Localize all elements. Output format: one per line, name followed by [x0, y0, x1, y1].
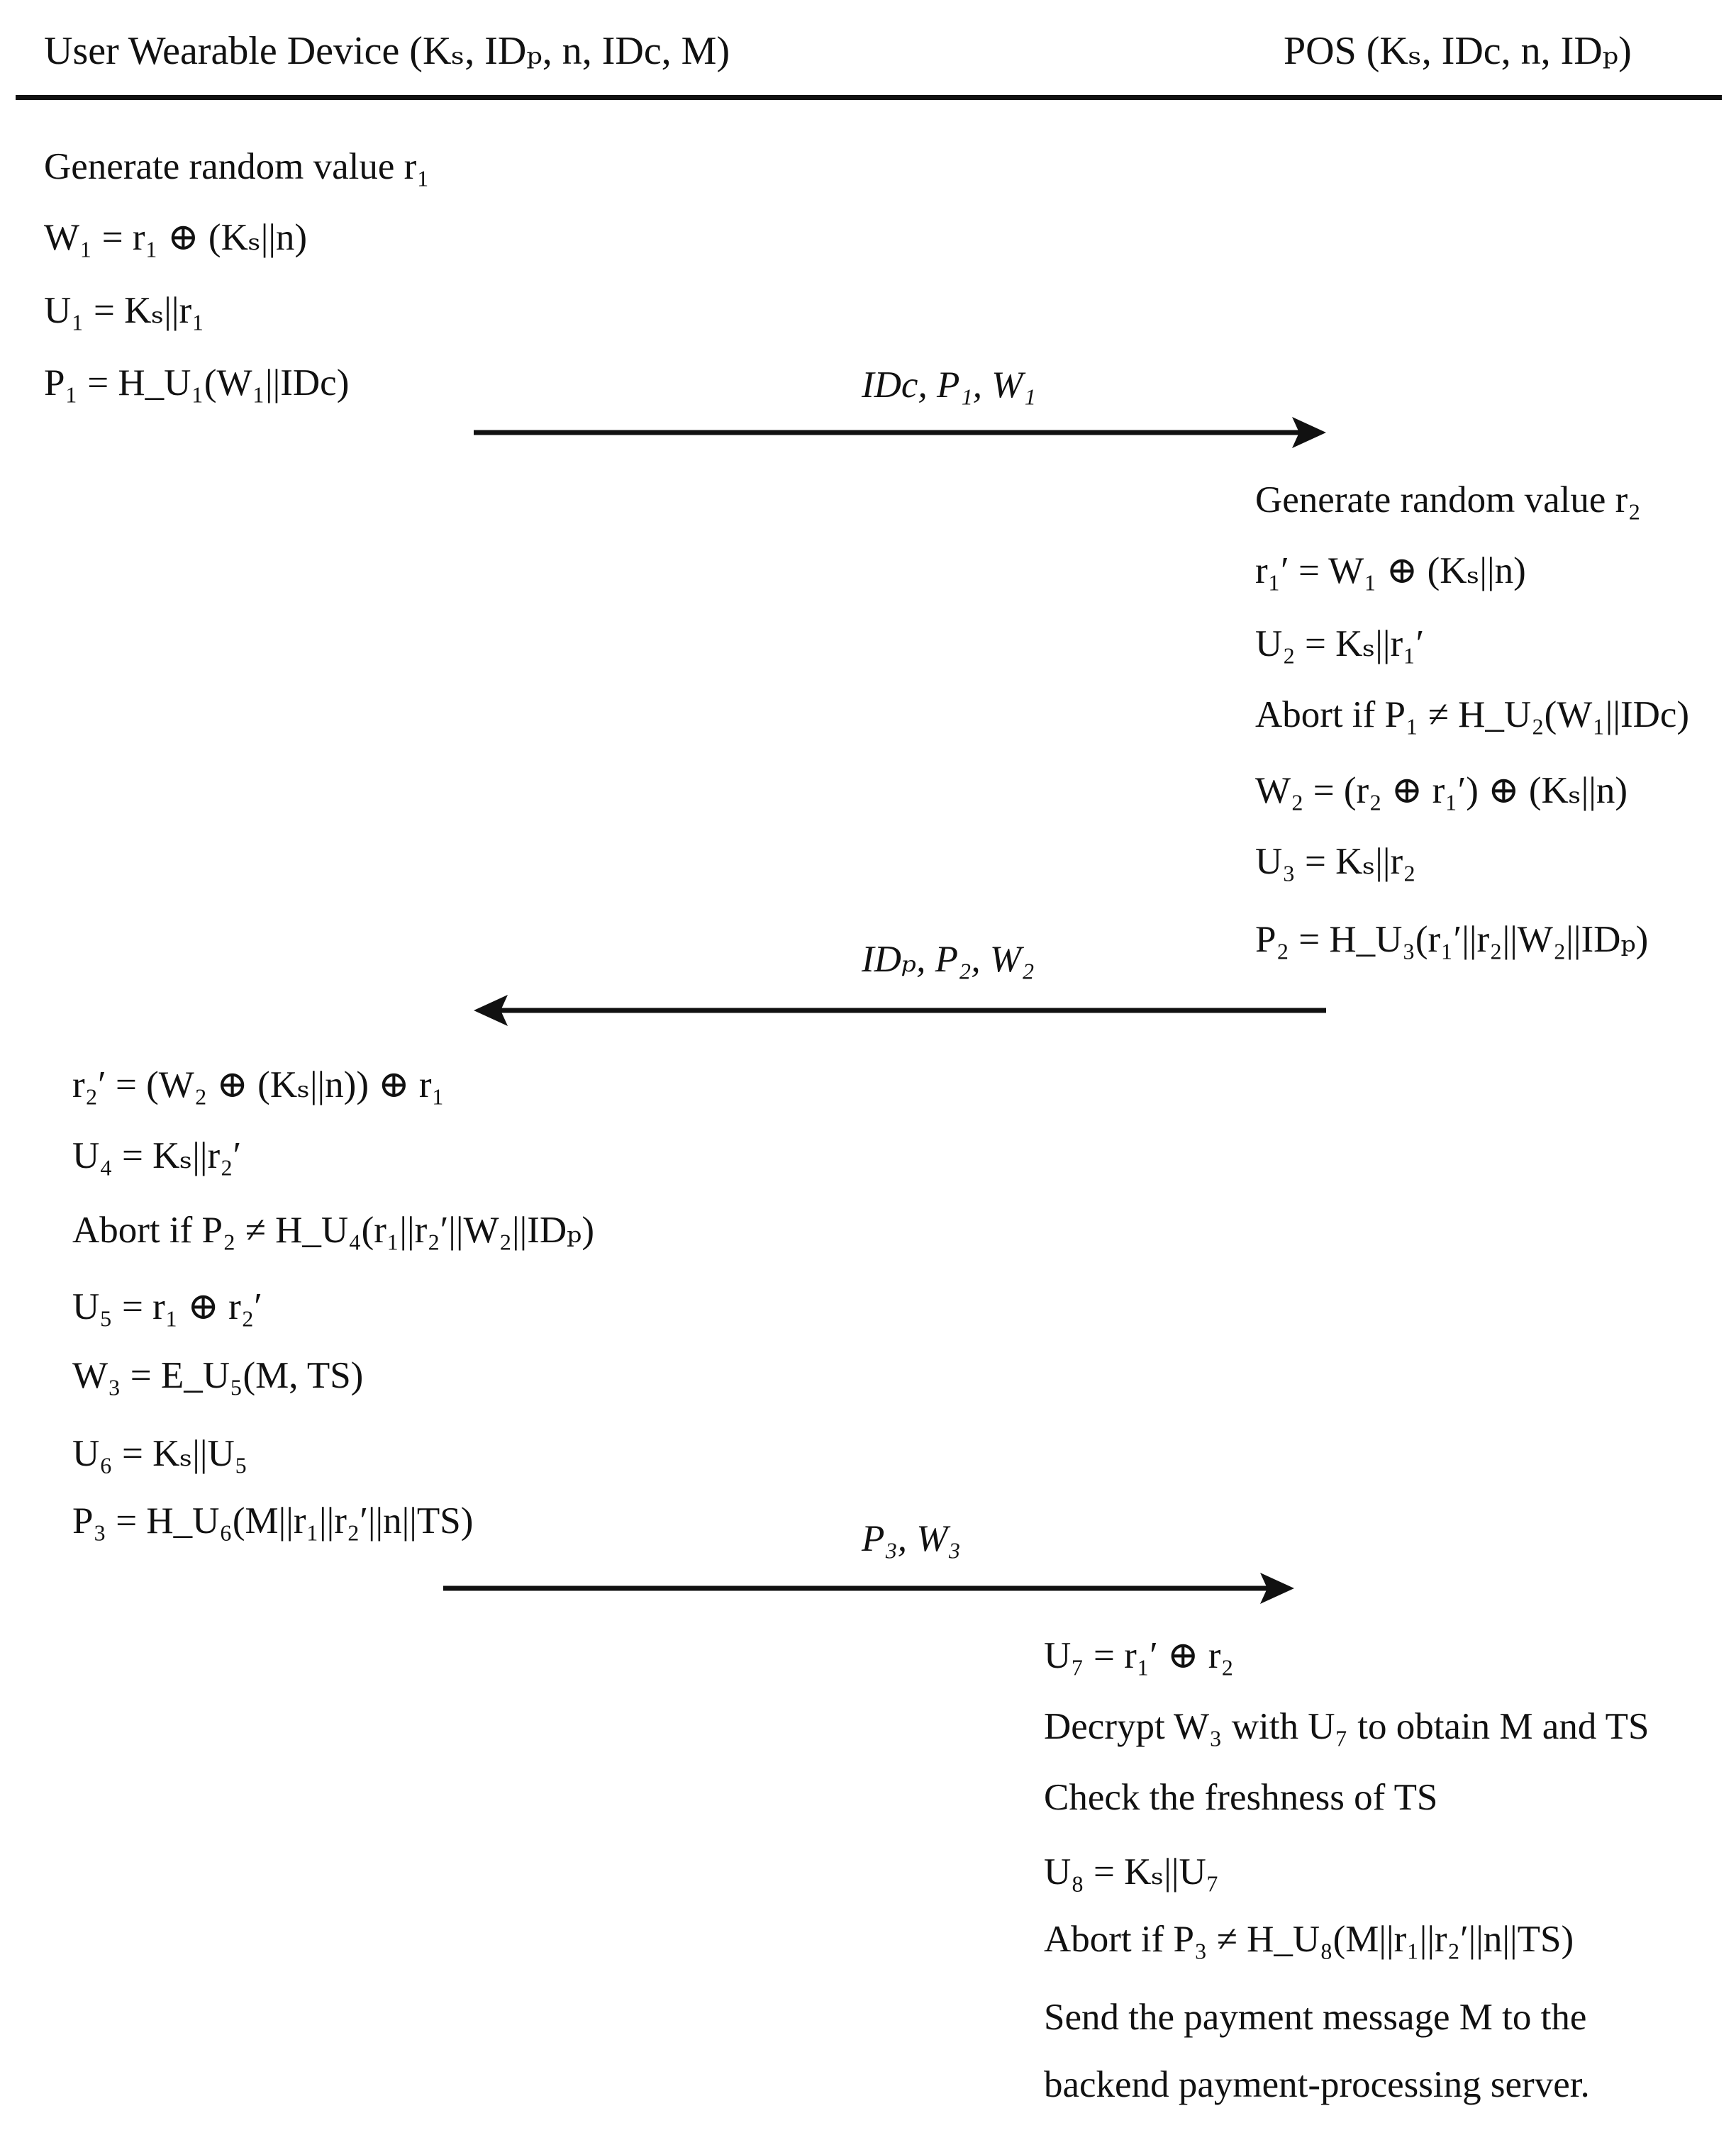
wearable-step: W₃ = E_U₅(M, TS) [72, 1355, 364, 1396]
wearable-step: U₄ = Kₛ||r₂′ [72, 1135, 242, 1176]
pos-step: U₂ = Kₛ||r₁′ [1255, 623, 1425, 664]
wearable-step: r₂′ = (W₂ ⊕ (Kₛ||n)) ⊕ r₁ [72, 1064, 445, 1105]
message-1-label: IDc, P₁, W₁ [862, 364, 1036, 406]
wearable-device-title: User Wearable Device (Kₛ, IDₚ, n, IDc, M) [44, 29, 730, 73]
wearable-step: P₁ = H_U₁(W₁||IDc) [44, 362, 350, 403]
arrow-to-wearable-1 [474, 995, 1326, 1026]
wearable-step: U₁ = Kₛ||r₁ [44, 290, 205, 331]
pos-step: P₂ = H_U₃(r₁′||r₂||W₂||IDₚ) [1255, 919, 1649, 960]
pos-step: U₃ = Kₛ||r₂ [1255, 841, 1416, 882]
wearable-step: Abort if P₂ ≠ H_U₄(r₁||r₂′||W₂||IDₚ) [72, 1210, 595, 1251]
pos-step: Abort if P₁ ≠ H_U₂(W₁||IDc) [1255, 694, 1690, 735]
pos-step: W₂ = (r₂ ⊕ r₁′) ⊕ (Kₛ||n) [1255, 770, 1628, 811]
pos-step: Abort if P₃ ≠ H_U₈(M||r₁||r₂′||n||TS) [1044, 1919, 1574, 1960]
pos-step: Decrypt W₃ with U₇ to obtain M and TS [1044, 1706, 1649, 1747]
arrow-to-pos-1 [474, 417, 1326, 448]
wearable-step: U₆ = Kₛ||U₅ [72, 1433, 248, 1474]
pos-step: U₈ = Kₛ||U₇ [1044, 1851, 1220, 1892]
message-2-label: IDₚ, P₂, W₂ [862, 939, 1035, 980]
wearable-step: Generate random value r₁ [44, 146, 430, 187]
pos-title: POS (Kₛ, IDc, n, IDₚ) [1284, 29, 1632, 73]
wearable-step: W₁ = r₁ ⊕ (Kₛ||n) [44, 217, 308, 258]
pos-step: Send the payment message M to the [1044, 1997, 1587, 2038]
wearable-step: U₅ = r₁ ⊕ r₂′ [72, 1286, 262, 1327]
pos-step: U₇ = r₁′ ⊕ r₂ [1044, 1635, 1234, 1676]
message-3-label: P₃, W₃ [862, 1518, 961, 1559]
pos-step: backend payment-processing server. [1044, 2064, 1590, 2105]
arrow-to-pos-2 [443, 1573, 1294, 1604]
wearable-step: P₃ = H_U₆(M||r₁||r₂′||n||TS) [72, 1500, 474, 1542]
pos-step: r₁′ = W₁ ⊕ (Kₛ||n) [1255, 550, 1526, 591]
pos-step: Generate random value r₂ [1255, 479, 1641, 520]
pos-step: Check the freshness of TS [1044, 1777, 1438, 1818]
header-divider [16, 95, 1722, 100]
